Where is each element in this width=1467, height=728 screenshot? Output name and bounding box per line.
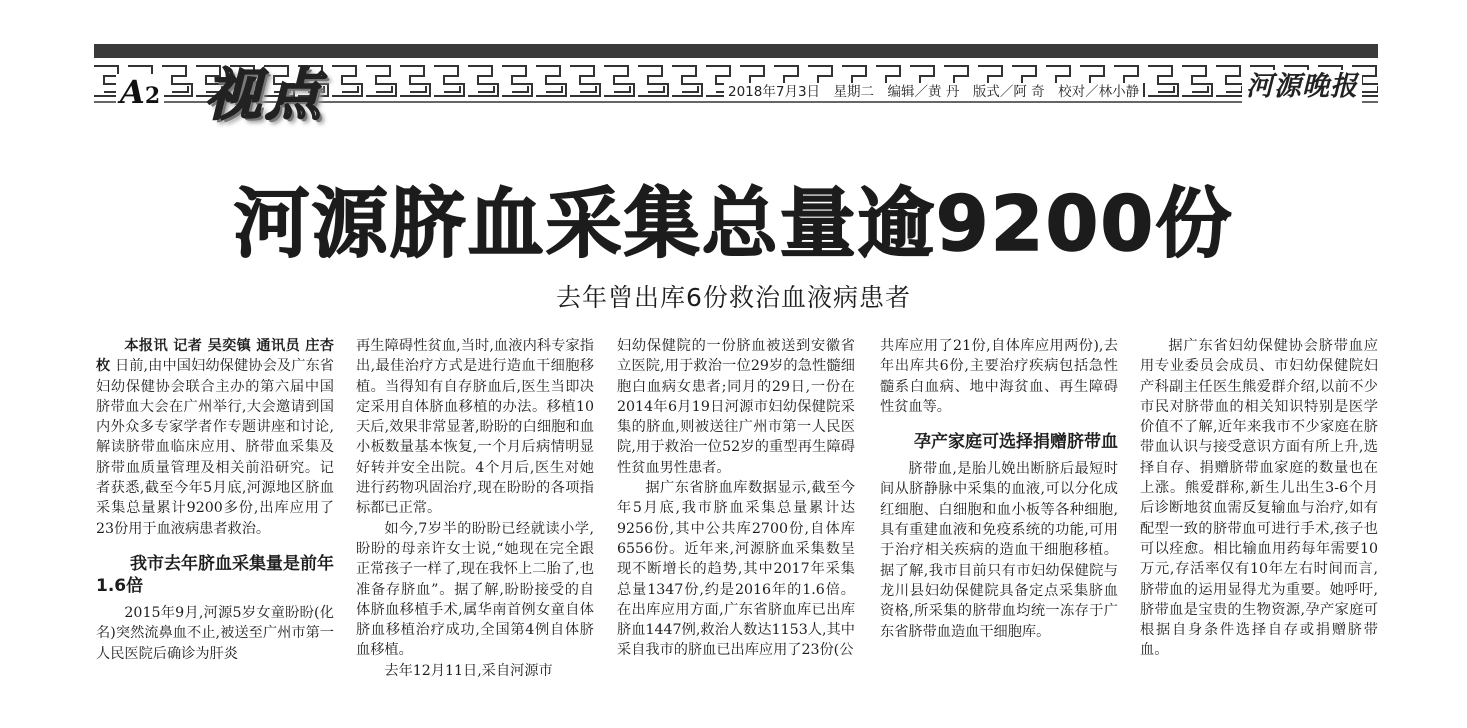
lead-paragraph	[96, 336, 334, 539]
newspaper-logo: 河源晚报	[1242, 70, 1362, 104]
section-title: 视点	[205, 62, 325, 128]
subheadline: 去年曾出库6份救治血液病患者	[556, 283, 911, 312]
article-column-5	[1140, 336, 1378, 728]
paragraph: 如今,7岁半的盼盼已经就读小学,盼盼的母亲许女士说,“她现在完全跟正常孩子一样了,现在我怀上二胎了,也准备存脐血”。据了解,盼盼接受的自体脐血移植手术,属华南首例女童自体脐血移植治疗成功,全国第4例自体脐血移植。	[356, 520, 594, 659]
article-column-2	[356, 336, 594, 728]
paragraph: 去年12月11日,采自河源市	[384, 662, 553, 679]
paragraph: 2015年9月,河源5岁女童盼盼(化名)突然流鼻血不止,被送至广州市第一人民医院后确诊为肝炎	[96, 604, 334, 662]
article-column-4	[880, 336, 1118, 728]
paragraph: 据广东省脐血库数据显示,截至今年5月底,我市脐血采集总量累计达9256份,其中公共库2700份,自体库6556份。近年来,河源脐血采集数呈现不断增长的趋势,其中2017年采集总量1347份,约是2016年的1.6倍。在出库应用方面,广东省脐血库已出库脐血1447例,救治人数达1153人,其中采自我市的脐血已出库应用了23份(公	[617, 480, 855, 659]
paragraph: 共库应用了21份,自体库应用两份),去年出库共6份,主要治疗疾病包括急性髓系白血病、地中海贫血、再生障碍性贫血等。	[880, 338, 1118, 415]
paragraph: 据广东省妇幼保健协会脐带血应用专业委员会成员、市妇幼保健院妇产科副主任医生熊爱群介绍,以前不少市民对脐带血的相关知识特别是医学价值不了解,近年来我市不少家庭在脐带血认识与接受意识方面有所上升,选择自存、捐赠脐带血家庭的数量也在上涨。熊爱群称,新生儿出生3-6个月后诊断地贫血需反复输血与治疗,如有配型一致的脐带血可进行手术,孩子也可以痊愈。相比输血用药每年需要10万元,存活率仅有10年左右时间而言,脐带血的运用显得尤为重要。她呼吁,脐带血是宝贵的生物资源,孕产家庭可根据自身条件选择自存或捐赠脐带血。	[1140, 338, 1378, 659]
article-column-3	[617, 336, 855, 728]
dateline: 2018年7月3日 星期二 编辑／黄 丹 版式／阿 奇 校对／林小静	[724, 83, 1143, 101]
paragraph: 妇幼保健院的一份脐血被送到安徽省立医院,用于救治一位29岁的急性髓细胞白血病女患者;同月的29日,一份在2014年6月19日河源市妇幼保健院采集的脐血,则被送往广州市第一人民医院,用于救治一位52岁的重型再生障碍性贫血男性患者。	[617, 338, 855, 476]
paragraph: 再生障碍性贫血,当时,血液内科专家指出,最佳治疗方式是进行造血干细胞移植。当得知有自存脐血后,医生当即决定采用自体脐血移植的办法。移植10天后,效果非常显著,盼盼的白细胞和血小板数量基本恢复,一个月后病情明显好转并安全出院。4个月后,医生对她进行药物巩固治疗,现在盼盼的各项指标都已正常。	[356, 338, 594, 517]
paragraph: 脐带血,是胎儿娩出断脐后最短时间从脐静脉中采集的血液,可以分化成红细胞、白细胞和血小板等各种细胞,具有重建血液和免疫系统的功能,可用于治疗相关疾病的造血干细胞移植。据了解,我市目前只有市妇幼保健院与龙川县妇幼保健院具备定点采集脐血资格,所采集的脐带血均统一冻存于广东省脐带血造血干细胞库。	[880, 461, 1118, 640]
section-heading-2: 孕产家庭可选择捐赠脐带血	[914, 432, 1118, 453]
lead-text: 日前,由中国妇幼保健协会及广东省妇幼保健协会联合主办的第六届中国脐带血大会在广州举行,大会邀请到国内外众多专家学者作专题讲座和讨论,解读脐带血临床应用、脐带血采集及脐带血质量管理及相关前沿研究。记者获悉,截至今年5月底,河源地区脐血采集总量累计9200多份,出库应用了23份用于血液病患者救治。	[96, 358, 334, 537]
article-column-1	[96, 336, 334, 728]
page-number: A2	[116, 74, 164, 114]
section-heading-1: 我市去年脐血采集量是前年1.6倍	[96, 553, 334, 596]
headline: 河源脐血采集总量逾9200份	[233, 179, 1234, 268]
byline: 本报讯 记者 吴奕镇 通讯员 庄杏枚	[96, 338, 334, 375]
